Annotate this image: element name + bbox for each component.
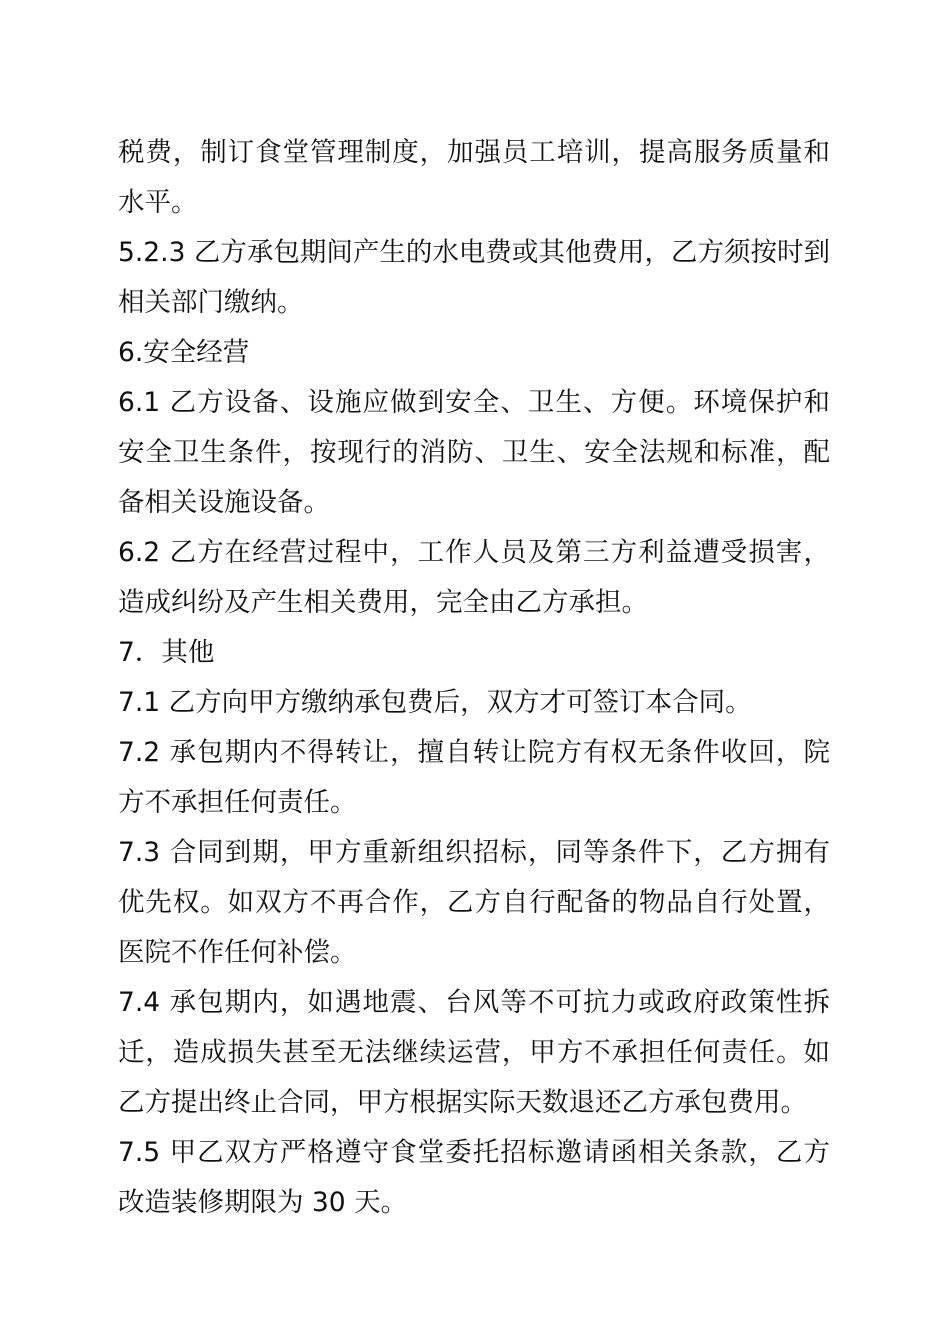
section-heading-7: 7．其他	[118, 637, 215, 668]
section-heading-6: 6.安全经营	[118, 337, 250, 368]
paragraph-7-5: 7.5 甲乙双方严格遵守食堂委托招标邀请函相关条款，乙方改造装修期限为 30 天。	[118, 1137, 830, 1218]
paragraph-7-2: 7.2 承包期内不得转让，擅自转让院方有权无条件收回，院方不承担任何责任。	[118, 737, 830, 818]
paragraph-5-2-3: 5.2.3 乙方承包期间产生的水电费或其他费用，乙方须按时到相关部门缴纳。	[118, 237, 830, 318]
document-body	[118, 128, 830, 1228]
paragraph-7-3: 7.3 合同到期，甲方重新组织招标，同等条件下，乙方拥有优先权。如双方不再合作，乙方自行配备的物品自行处置，医院不作任何补偿。	[118, 837, 830, 968]
paragraph-6-2: 6.2 乙方在经营过程中，工作人员及第三方利益遭受损害，造成纠纷及产生相关费用，完全由乙方承担。	[118, 537, 830, 618]
paragraph-6-1: 6.1 乙方设备、设施应做到安全、卫生、方便。环境保护和安全卫生条件，按现行的消防、卫生、安全法规和标准，配备相关设施设备。	[118, 387, 830, 518]
paragraph-tax-management: 税费，制订食堂管理制度，加强员工培训，提高服务质量和水平。	[118, 137, 830, 218]
paragraph-7-4: 7.4 承包期内，如遇地震、台风等不可抗力或政府政策性拆迁，造成损失甚至无法继续运营，甲方不承担任何责任。如乙方提出终止合同，甲方根据实际天数退还乙方承包费用。	[118, 987, 830, 1118]
paragraph-7-1: 7.1 乙方向甲方缴纳承包费后，双方才可签订本合同。	[118, 687, 752, 718]
